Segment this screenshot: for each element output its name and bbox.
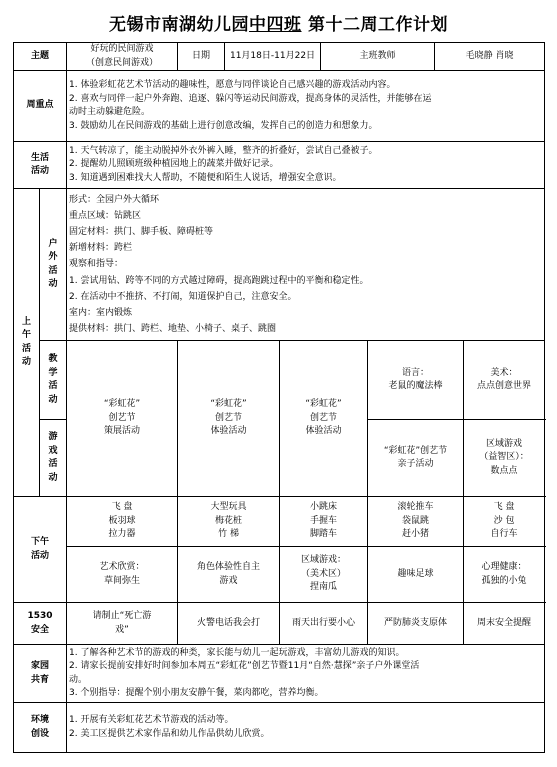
theme-value	[67, 43, 178, 71]
theme-value-line: （创意民间游戏）	[86, 57, 159, 68]
safety-cell	[178, 603, 280, 645]
game-label	[40, 420, 67, 497]
family-item: 3. 个别指导：提醒个别小朋友安静午餐，菜肉都吃，营养均衡。	[69, 688, 324, 698]
teaching-line: 点点创意世界	[477, 381, 532, 391]
teaching-line: 老鼠的魔法棒	[388, 381, 443, 391]
theme-label: 主题	[14, 43, 67, 71]
focus-item: 2. 喜欢与同伴一起户外奔跑、追逐、躲闪等运动民间游戏，提高身体的灵活性，并能够在运	[69, 93, 432, 104]
afternoon-line: 飞 盘	[111, 502, 133, 513]
life-item: 1. 天气转凉了，能主动脱掉外衣外裤入睡，整齐的折叠好，尝试自己叠被子。	[69, 145, 378, 156]
weekly-focus-content	[67, 71, 545, 142]
game-line: 区域游戏	[486, 438, 523, 449]
afternoon-cell	[464, 497, 545, 547]
safety-line: 周末安全提醒	[477, 617, 532, 628]
afternoon-line: 心理健康：	[481, 562, 527, 572]
focus-item: 1. 体验彩虹花艺术节活动的趣味性，愿意与同伴谈论自己感兴趣的游戏活动内容。	[69, 80, 396, 90]
afternoon-line: 自行车	[490, 529, 518, 540]
teaching-cell-3	[280, 341, 368, 497]
teaching-line: “彩虹花”	[103, 399, 141, 410]
weekly-plan-table	[13, 42, 545, 753]
teaching-line: 语言：	[402, 367, 430, 378]
afternoon-line: 滚轮推车	[397, 502, 434, 513]
focus-item: 3. 鼓励幼儿在民间游戏的基础上进行创意改编，发挥自己的创造力和想象力。	[69, 120, 378, 131]
afternoon-cell	[280, 547, 368, 603]
teacher-names: 毛晓静 肖晓	[435, 43, 545, 71]
afternoon-line: 小跳床	[310, 502, 338, 513]
afternoon-line: 板羽球	[108, 515, 136, 526]
outdoor-label-char: 活	[48, 265, 58, 276]
life-item: 2. 提醒幼儿照顾班级种植园地上的蔬菜并做好记录。	[69, 159, 279, 170]
page-title	[0, 10, 557, 35]
life-row	[14, 142, 545, 189]
safety-cell	[67, 603, 178, 645]
afternoon-row-2	[14, 547, 545, 603]
afternoon-line: 大型玩具	[210, 502, 247, 513]
game-line: “彩虹花”创艺节	[383, 445, 448, 456]
life-content	[67, 142, 545, 189]
game-label-char: 动	[48, 472, 58, 483]
afternoon-line: 区域游戏：	[301, 555, 347, 566]
afternoon-line: 趣味足球	[397, 568, 434, 579]
afternoon-line: 赶小猪	[402, 529, 430, 540]
game-cell-4	[368, 420, 464, 497]
safety-cell	[280, 603, 368, 645]
title-class: 中四班	[249, 15, 302, 35]
afternoon-line: （美术区）	[301, 568, 347, 579]
game-line: （益智区）：	[479, 452, 529, 463]
teaching-label	[40, 341, 67, 420]
outdoor-label-char: 户	[48, 238, 58, 249]
theme-value-line: 好玩的民间游戏	[90, 44, 154, 54]
outdoor-line: 新增材料：跨栏	[69, 243, 133, 254]
afternoon-row-1	[14, 497, 545, 547]
teaching-cell-4	[368, 341, 464, 420]
life-item: 3. 知道遇到困难找大人帮助，不随便和陌生人说话，增强安全意识。	[69, 172, 342, 183]
afternoon-cell	[280, 497, 368, 547]
afternoon-line: 竹 梯	[218, 529, 239, 540]
afternoon-label-line: 活动	[31, 550, 50, 561]
teaching-line: 创艺节	[108, 412, 136, 423]
family-label-line: 家园	[31, 661, 50, 671]
afternoon-line: 艺术欣赏：	[99, 562, 145, 572]
family-item: 2. 请家长提前安排好时间参加本周五“彩虹花”创艺节暨11月“自然·慧探”亲子户外课堂活	[69, 661, 420, 671]
afternoon-label-line: 下午	[31, 537, 50, 547]
safety-label	[14, 603, 67, 645]
title-school: 无锡市南湖幼儿园	[109, 15, 250, 35]
environment-content	[67, 703, 545, 753]
outdoor-line: 重点区域：钻跳区	[69, 210, 142, 221]
teaching-label-char: 活	[48, 381, 58, 391]
afternoon-cell	[368, 497, 464, 547]
family-content	[67, 645, 545, 703]
afternoon-cell	[178, 497, 280, 547]
family-label-line: 共育	[31, 674, 50, 685]
family-row	[14, 645, 545, 703]
teaching-label-char: 学	[48, 367, 58, 378]
teaching-line: “彩虹花”	[305, 399, 342, 410]
outdoor-line: 1. 尝试用钻、跨等不同的方式越过障碍，提高跑跳过程中的平衡和稳定性。	[69, 275, 369, 286]
safety-row	[14, 603, 545, 645]
teaching-cell-5	[464, 341, 545, 420]
environment-item: 1. 开展有关彩虹花艺术节游戏的活动等。	[69, 715, 234, 725]
afternoon-line: 手握车	[310, 515, 338, 526]
header-row	[14, 43, 545, 71]
teacher-label: 主班教师	[321, 43, 435, 71]
teaching-line: 体验活动	[210, 426, 247, 437]
family-item: 1. 了解各种艺术节的游戏的种类，家长能与幼儿一起玩游戏，丰富幼儿游戏的知识。	[69, 647, 405, 658]
environment-label-line: 创设	[31, 728, 50, 739]
afternoon-cell	[67, 497, 178, 547]
teaching-row	[14, 341, 545, 420]
afternoon-line: 捏南瓜	[310, 582, 338, 593]
morning-label	[14, 189, 40, 497]
outdoor-line: 提供材料：拱门、跨栏、地垫、小椅子、桌子、跳圈	[69, 324, 277, 335]
teaching-line: 美术：	[490, 367, 518, 378]
morning-label-char: 动	[21, 357, 31, 367]
safety-line: 火警电话我会打	[197, 617, 261, 628]
safety-line: 戏”	[115, 624, 129, 635]
afternoon-line: 拉力器	[108, 529, 136, 540]
game-label-char: 游	[48, 432, 58, 442]
outdoor-line: 固定材料：拱门、脚手板、障碍桩等	[69, 226, 214, 237]
weekly-focus-label: 周重点	[14, 71, 67, 142]
teaching-cell-1	[67, 341, 178, 497]
afternoon-line: 角色体验性自主	[197, 562, 261, 572]
game-label-char: 戏	[48, 445, 58, 456]
game-line: 数点点	[490, 465, 518, 476]
family-item: 动。	[69, 674, 88, 685]
game-label-char: 活	[48, 459, 58, 469]
morning-label-char: 活	[21, 343, 31, 354]
afternoon-line: 沙 包	[493, 515, 515, 526]
safety-cell	[368, 603, 464, 645]
outdoor-line: 室内：室内锻炼	[69, 308, 133, 318]
weekly-focus-row	[14, 71, 545, 142]
afternoon-line: 孤独的小兔	[481, 575, 527, 586]
teaching-cell-2	[178, 341, 280, 497]
life-label-line: 活动	[31, 166, 50, 176]
outdoor-label-char: 外	[48, 252, 58, 262]
outdoor-label-char: 动	[48, 279, 58, 289]
teaching-label-char: 动	[48, 394, 58, 405]
outdoor-content	[67, 189, 545, 341]
teaching-line: 创艺节	[215, 412, 243, 423]
environment-label	[14, 703, 67, 753]
safety-label-line: 安全	[31, 624, 50, 635]
focus-item: 动时主动躲避危险。	[69, 107, 151, 117]
teaching-line: 创艺节	[310, 412, 338, 423]
afternoon-line: 飞 盘	[493, 502, 515, 513]
safety-cell	[464, 603, 545, 645]
date-label: 日期	[178, 43, 225, 71]
afternoon-line: 袋鼠跳	[402, 515, 430, 526]
safety-line: 请制止“死亡游	[92, 611, 152, 621]
outdoor-label	[40, 189, 67, 341]
teaching-line: 策展活动	[104, 426, 141, 437]
afternoon-cell	[178, 547, 280, 603]
environment-label-line: 环境	[31, 715, 50, 725]
environment-item: 2. 美工区提供艺术家作品和幼儿作品供幼儿欣赏。	[69, 728, 270, 739]
afternoon-label	[14, 497, 67, 603]
teaching-label-char: 教	[48, 354, 58, 364]
life-label	[14, 142, 67, 189]
afternoon-line: 梅花桩	[215, 515, 243, 526]
afternoon-cell	[67, 547, 178, 603]
game-cell-5	[464, 420, 545, 497]
outdoor-line: 观察和指导：	[69, 259, 124, 270]
afternoon-line: 游戏	[219, 575, 238, 586]
morning-label-char: 午	[21, 330, 31, 340]
outdoor-line: 形式：全园户外大循环	[69, 194, 160, 205]
safety-label-line: 1530	[27, 611, 53, 621]
morning-label-char: 上	[21, 316, 31, 327]
safety-line: 严防肺炎支原体	[384, 617, 448, 628]
family-label	[14, 645, 67, 703]
teaching-line: “彩虹花”	[210, 399, 247, 410]
afternoon-cell	[368, 547, 464, 603]
title-plan: 第十二周工作计划	[307, 15, 448, 35]
game-line: 亲子活动	[397, 459, 434, 469]
afternoon-line: 草间弥生	[104, 575, 141, 586]
teaching-line: 体验活动	[305, 426, 342, 437]
date-value: 11月18日-11月22日	[225, 43, 321, 71]
afternoon-line: 脚踏车	[310, 529, 338, 540]
life-label-line: 生活	[31, 152, 50, 163]
environment-row	[14, 703, 545, 753]
outdoor-row	[14, 189, 545, 341]
afternoon-cell	[464, 547, 545, 603]
outdoor-line: 2. 在活动中不推挤、不打闹，知道保护自己，注意安全。	[69, 291, 297, 302]
safety-line: 雨天出行要小心	[292, 617, 356, 628]
